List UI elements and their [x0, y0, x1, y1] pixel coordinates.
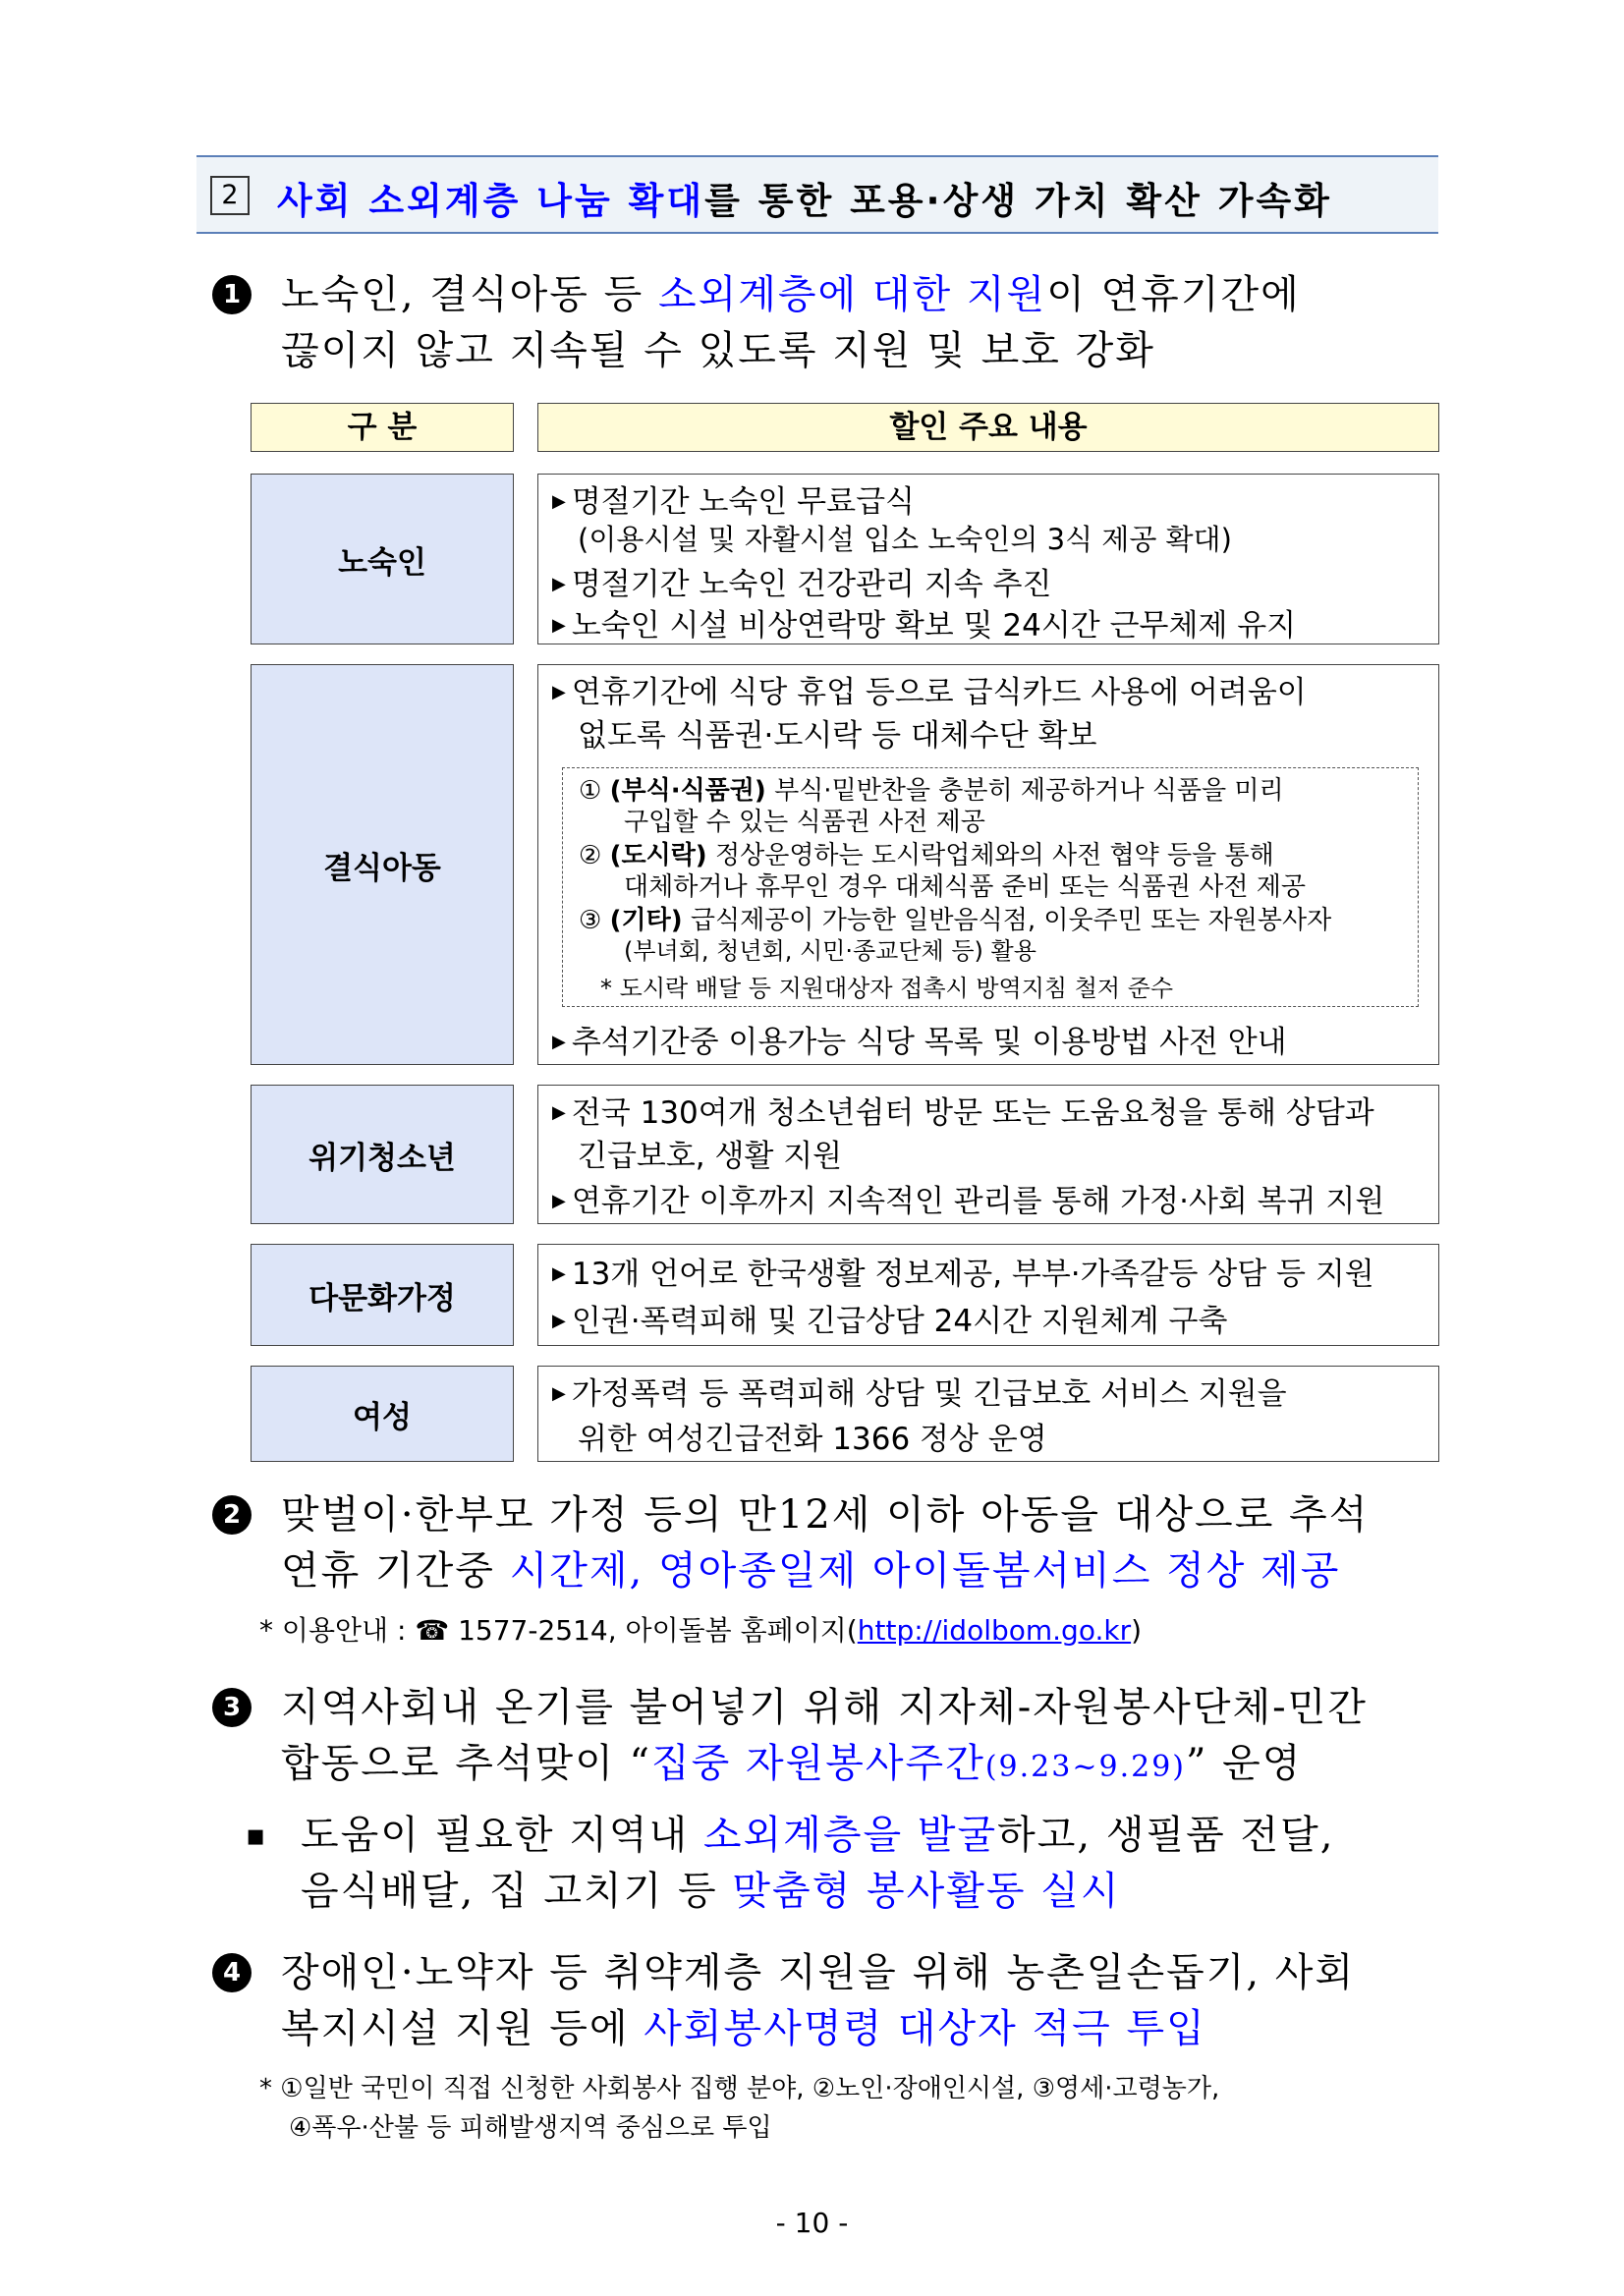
item-3-sub: [246, 1808, 1444, 1920]
item-4-highlight: 사회봉사명령 대상자 적극 투입: [644, 2006, 1206, 2051]
item-2-note: * 이용안내 : ☎ 1577-2514, 아이돌봄 홈페이지(http://idolbom.go.kr): [259, 1614, 1143, 1647]
list-item: ▶ 추석기간중 이용가능 식당 목록 및 이용방법 사전 안내: [552, 1025, 1287, 1060]
item-3-line1: 지역사회내 온기를 불어넣기 위해 지자체-자원봉사단체-민간: [281, 1685, 1368, 1730]
item-2: [212, 1487, 1440, 1599]
item-1-line1-a: 노숙인, 결식아동 등: [281, 272, 658, 317]
item-3-sub-c: 하고, 생필품 전달,: [997, 1813, 1335, 1858]
item-4-line2-a: 복지시설 지원 등에: [281, 2006, 644, 2051]
item-1-line2: 끊이지 않고 지속될 수 있도록 지원 및 보호 강화: [281, 328, 1155, 373]
item-3-dates: (9.23~9.29): [984, 1750, 1186, 1784]
detail-2-cont: 대체하거나 휴무인 경우 대체식품 준비 또는 식품권 사전 제공: [624, 872, 1307, 902]
item-3-number: 3: [212, 1688, 252, 1727]
item-3-sub-text: [301, 1808, 1444, 1920]
item-3: [212, 1680, 1440, 1795]
item-4: [212, 1945, 1440, 2057]
detail-1-cont: 구입할 수 있는 식품권 사전 제공: [624, 808, 985, 837]
content-women: [537, 1366, 1439, 1462]
sub-bullet: ▪: [246, 1819, 266, 1853]
detail-3-cont: (부녀회, 청년회, 시민·종교단체 등) 활용: [624, 937, 1036, 965]
list-item: ▶ 전국 130여개 청소년쉼터 방문 또는 도움요청을 통해 상담과: [552, 1095, 1374, 1131]
item-1-text: [281, 267, 1440, 379]
list-item-sub: (이용시설 및 자활시설 입소 노숙인의 3식 제공 확대): [578, 523, 1232, 556]
category-multicultural: 다문화가정: [251, 1244, 514, 1346]
idolbom-link[interactable]: http://idolbom.go.kr: [857, 1614, 1132, 1647]
page-number: - 10 -: [775, 2207, 849, 2239]
detail-1: ① (부식·식품권) 부식·밑반찬을 충분히 제공하거나 식품을 미리: [579, 776, 1284, 806]
list-item: ▶ 인권·폭력피해 및 긴급상담 24시간 지원체계 구축: [552, 1304, 1228, 1339]
section-title: [277, 171, 1332, 224]
table-header-content: 할인 주요 내용: [537, 403, 1439, 452]
section-number-box: 2: [210, 176, 250, 215]
category-women: 여성: [251, 1366, 514, 1462]
item-3-line2-d: ” 운영: [1185, 1741, 1303, 1786]
table-header-category: 구 분: [251, 403, 514, 452]
list-item: ▶ 명절기간 노숙인 건강관리 지속 추진: [552, 567, 1052, 602]
list-item: ▶ 명절기간 노숙인 무료급식: [552, 484, 915, 520]
list-item-sub: 위한 여성긴급전화 1366 정상 운영: [578, 1422, 1047, 1457]
item-3-highlight: 집중 자원봉사주간: [651, 1741, 985, 1786]
detail-3: ③ (기타) 급식제공이 가능한 일반음식점, 이웃주민 또는 자원봉사자: [579, 906, 1332, 935]
item-3-line2-a: 합동으로 추석맞이 “: [281, 1741, 651, 1786]
item-2-number: 2: [212, 1495, 252, 1535]
content-youth: [537, 1085, 1439, 1224]
detail-2: ② (도시락) 정상운영하는 도시락업체와의 사전 협약 등을 통해: [579, 841, 1274, 870]
item-2-highlight: 시간제, 영아종일제 아이돌봄서비스 정상 제공: [509, 1548, 1341, 1594]
detail-box: [562, 767, 1419, 1007]
section-title-highlight: 사회 소외계층 나눔 확대: [277, 180, 705, 222]
item-3-sub-highlight1: 소외계층을 발굴: [702, 1813, 998, 1858]
list-item-sub: 긴급보호, 생활 지원: [578, 1139, 843, 1174]
item-2-line1: 맞벌이·한부모 가정 등의 만12세 이하 아동을 대상으로 추석: [281, 1492, 1370, 1538]
item-4-line1: 장애인·노약자 등 취약계층 지원을 위해 농촌일손돕기, 사회: [281, 1950, 1356, 1995]
item-4-number: 4: [212, 1953, 252, 1992]
detail-note: * 도시락 배달 등 지원대상자 접촉시 방역지침 철저 준수: [600, 975, 1174, 1002]
list-item: ▶ 13개 언어로 한국생활 정보제공, 부부·가족갈등 상담 등 지원: [552, 1257, 1374, 1292]
content-children: [537, 664, 1439, 1065]
item-1-number: 1: [212, 275, 252, 314]
item-4-text: [281, 1945, 1440, 2057]
list-item-sub: 없도록 식품권·도시락 등 대체수단 확보: [578, 718, 1097, 754]
content-multicultural: [537, 1244, 1439, 1346]
content-homeless: [537, 474, 1439, 644]
item-1-line1-c: 이 연휴기간에: [1046, 272, 1301, 317]
item-4-note-2: ④폭우·산불 등 피해발생지역 중심으로 투입: [289, 2113, 772, 2143]
item-1-highlight: 소외계층에 대한 지원: [657, 272, 1047, 317]
item-1: [212, 267, 1440, 379]
item-2-text: [281, 1487, 1440, 1599]
item-3-sub-a: 도움이 필요한 지역내: [301, 1813, 703, 1858]
item-3-sub2-a: 음식배달, 집 고치기 등: [301, 1869, 733, 1914]
list-item: ▶ 노숙인 시설 비상연락망 확보 및 24시간 근무체제 유지: [552, 608, 1297, 644]
section-header: [196, 155, 1438, 234]
item-3-text: [281, 1680, 1440, 1795]
category-children: 결식아동: [251, 664, 514, 1065]
item-4-note-1: * ①일반 국민이 직접 신청한 사회봉사 집행 분야, ②노인·장애인시설, ③영세·고령농가,: [259, 2074, 1220, 2103]
category-homeless: 노숙인: [251, 474, 514, 644]
section-title-rest: 를 통한 포용·상생 가치 확산 가속화: [704, 180, 1332, 222]
item-2-line2-a: 연휴 기간중: [281, 1548, 510, 1594]
item-3-sub-highlight2: 맞춤형 봉사활동 실시: [732, 1869, 1121, 1914]
list-item: ▶ 연휴기간에 식당 휴업 등으로 급식카드 사용에 어려움이: [552, 675, 1307, 710]
list-item: ▶ 연휴기간 이후까지 지속적인 관리를 통해 가정·사회 복귀 지원: [552, 1184, 1385, 1219]
list-item: ▶ 가정폭력 등 폭력피해 상담 및 긴급보호 서비스 지원을: [552, 1376, 1287, 1412]
category-youth: 위기청소년: [251, 1085, 514, 1224]
